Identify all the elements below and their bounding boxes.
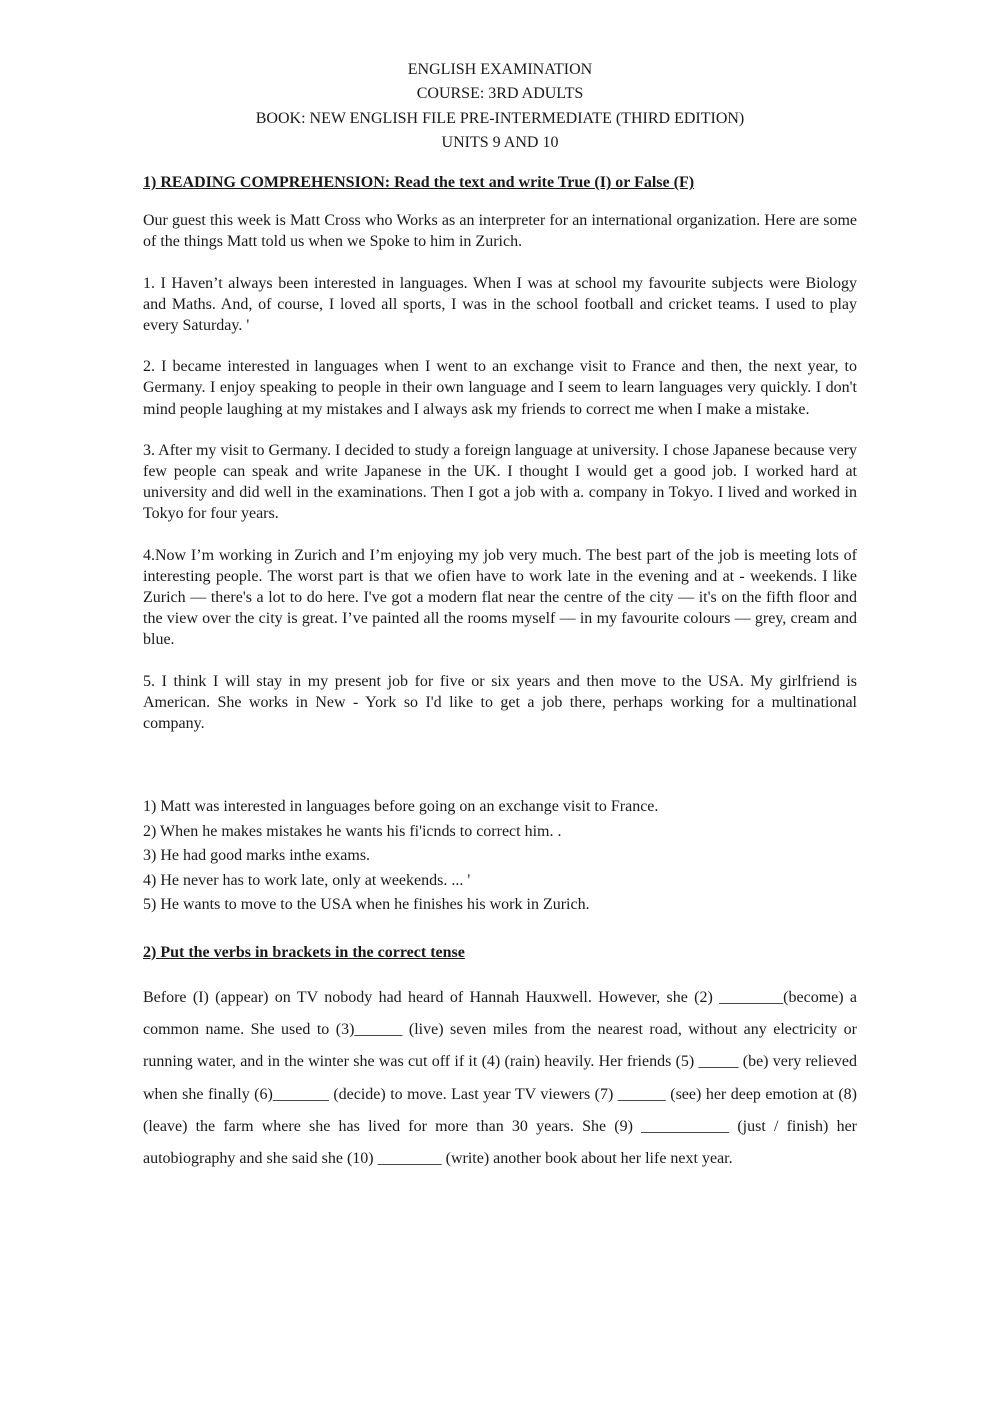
book-line: BOOK: NEW ENGLISH FILE PRE-INTERMEDIATE (THIRD EDITION) [255,109,745,127]
section1-title: 1) READING COMPREHENSION: Read the text and write True (I) or False (F) [143,174,695,192]
statement-2: 2) When he makes mistakes he wants his fi'icnds to correct him. . [143,822,562,840]
exam-page [143,58,857,1176]
reading-paragraph-4: 4.Now I’m working in Zurich and I’m enjoying my job very much. The best part of the job is meeting lots of interesting people. The worst part is that we ofien have to work late in the evening and at - weekends. I like Zurich — there's a lot to do here. I've got a modern flat near the centre of the city — it's on the fifth floor and the view over the city is great. I’ve painted all the rooms myself — in my favourite colours — grey, cream and blue. [143,546,857,649]
exam-header [143,58,857,155]
statement-1: 1) Matt was interested in languages before going on an exchange visit to France. [143,798,659,816]
statement-3: 3) He had good marks inthe exams. [143,847,371,865]
exam-title: ENGLISH EXAMINATION [407,61,593,78]
reading-paragraph-3: 3. After my visit to Germany. I decided to study a foreign language at university. I chose Japanese because very few people can speak and write Japanese in the UK. I thought I would get a good job. I worked hard at university and did well in the examinations. Then I got a job with a. company in Tokyo. I lived and worked in Tokyo for four years. [143,441,857,523]
statement-4: 4) He never has to work late, only at weekends. ... ' [143,871,471,889]
verb-tense-exercise: Before (I) (appear) on TV nobody had heard of Hannah Hauxwell. However, she (2) ________(become) a common name. She used to (3)______ (live) seven miles from the nearest road, without any electricity or running water, and in the winter she was cut off if it (4) (rain) heavily. Her friends (5) _____ (be) very relieved when she finally (6)_______ (decide) to move. Last year TV viewers (7) ______ (see) her deep emotion at (8) (leave) the farm where she has lived for more than 30 years. She (9) ___________ (just / finish) her autobiography and she said she (10) ________ (write) another book about her life next year. [143,988,857,1168]
statement-5: 5) He wants to move to the USA when he finishes his work in Zurich. [143,896,590,914]
units-line: UNITS 9 AND 10 [441,133,559,151]
reading-paragraph-1: 1. I Haven’t always been interested in languages. When I was at school my favourite subjects were Biology and Maths. And, of course, I loved all sports, I was in the school football and cricket teams. I used to play every Saturday. ' [143,274,857,334]
reading-paragraph-2: 2. I became interested in languages when I went to an exchange visit to France and then, the next year, to Germany. I enjoy speaking to people in their own language and I seem to learn languages very quickly. I don't mind people laughing at my mistakes and I always ask my friends to correct me when I make a mistake. [143,358,857,418]
reading-paragraph-5: 5. I think I will stay in my present job for five or six years and then move to the USA. My girlfriend is American. She works in New - York so I'd like to get a job there, perhaps working for a multinational company. [143,672,857,733]
course-line: COURSE: 3RD ADULTS [416,85,584,103]
section2-title: 2) Put the verbs in brackets in the correct tense [143,943,465,961]
reading-intro: Our guest this week is Matt Cross who Works as an interpreter for an international organization. Here are some of the things Matt told us when we Spoke to him in Zurich. [143,212,857,251]
true-false-statements [143,795,857,918]
